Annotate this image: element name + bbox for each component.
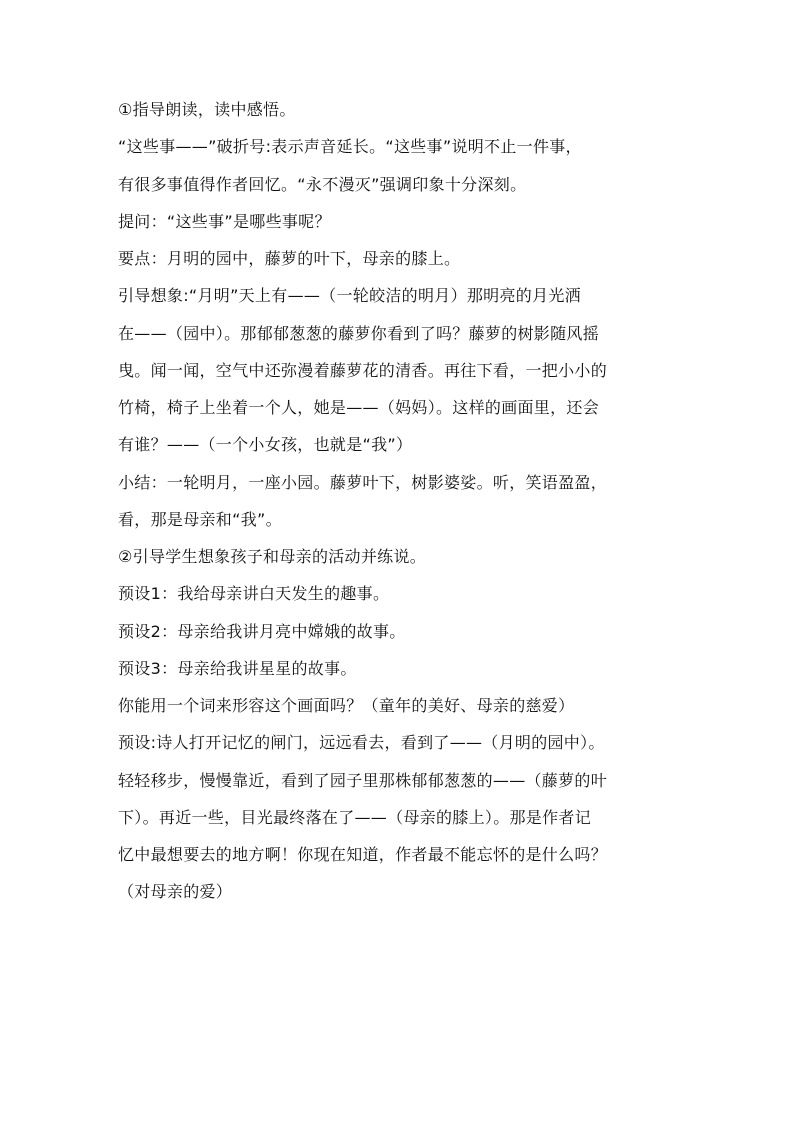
- paragraph-line: 提问：“这些事”是哪些事呢？: [118, 211, 331, 231]
- paragraph-line: 预设:诗人打开记忆的闸门，远远看去，看到了——（月明的园中）。: [118, 733, 605, 753]
- paragraph-line: 有谁？——（一个小女孩，也就是“我”）: [118, 435, 413, 455]
- paragraph-line: 看，那是母亲和“我”。: [118, 509, 282, 529]
- paragraph-line: 忆中最想要去的地方啊！你现在知道，作者最不能忘怀的是什么吗？: [118, 845, 608, 864]
- paragraph-line: 预设1：我给母亲讲白天发生的趣事。: [118, 584, 390, 604]
- paragraph-line: 引导想象:“月明”天上有——（一轮皎洁的明月）那明亮的月光洒: [118, 286, 581, 306]
- paragraph-line: 轻轻移步，慢慢靠近，看到了园子里那株郁郁葱葱的——（藤萝的叶: [118, 770, 608, 790]
- document-body: [118, 100, 698, 920]
- paragraph-line: “这些事——”破折号:表示声音延长。“这些事”说明不止一件事，: [118, 137, 582, 157]
- paragraph-line: 下）。再近一些，目光最终落在了——（母亲的膝上）。那是作者记: [118, 807, 592, 827]
- paragraph-line: 曳。闻一闻，空气中还弥漫着藤萝花的清香。再往下看，一把小小的: [118, 360, 608, 380]
- paragraph-line: 预设2：母亲给我讲月亮中嫦娥的故事。: [118, 621, 406, 641]
- paragraph-line: ②引导学生想象孩子和母亲的活动并练说。: [118, 547, 427, 566]
- paragraph-line: 要点：月明的园中，藤萝的叶下，母亲的膝上。: [118, 249, 461, 268]
- paragraph-line: 在——（园中）。那郁郁葱葱的藤萝你看到了吗？藤萝的树影随风摇: [118, 323, 600, 343]
- paragraph-line: 小结：一轮明月，一座小园。藤萝叶下，树影婆娑。听，笑语盈盈，: [118, 472, 608, 492]
- paragraph-line: 竹椅，椅子上坐着一个人，她是——（妈妈）。这样的画面里，还会: [118, 398, 600, 417]
- paragraph-line: 预设3：母亲给我讲星星的故事。: [118, 658, 357, 678]
- paragraph-line: 有很多事值得作者回忆。“永不漫灭”强调印象十分深刻。: [118, 174, 527, 194]
- paragraph-line: （对母亲的爱）: [118, 882, 233, 902]
- paragraph-line: 你能用一个词来形容这个画面吗？（童年的美好、母亲的慈爱）: [118, 696, 575, 715]
- paragraph-line: ①指导朗读，读中感悟。: [118, 100, 296, 119]
